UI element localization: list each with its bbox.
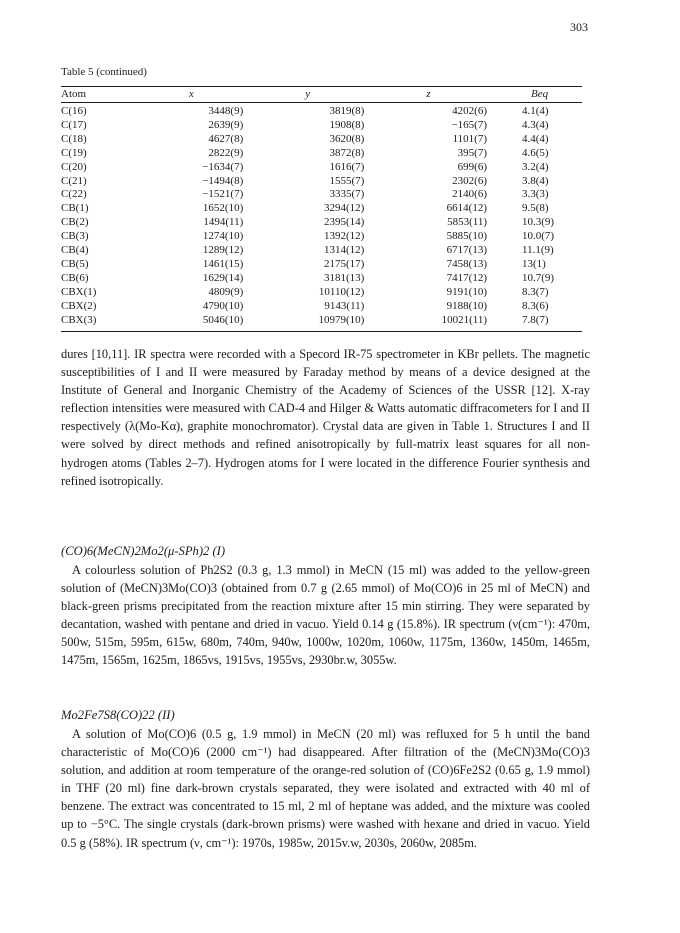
header-z: z [364, 87, 487, 103]
x-cell: −1521(7) [202, 188, 244, 201]
x-cell: −1634(7) [202, 160, 244, 173]
z-cell: 2140(6) [452, 188, 487, 201]
atom-cell: CB(5) [61, 257, 89, 270]
table-row [61, 244, 582, 258]
table-row [61, 216, 582, 230]
y-cell: 1555(7) [329, 174, 365, 187]
compound-ii-paragraph: A solution of Mo(CO)6 (0.5 g, 1.9 mmol) in MeCN (20 ml) was refluxed for 5 h until the band characteristic of Mo(CO)6 (2000 cm⁻¹) had disappeared. After filtration of the (MeCN)3Mo(CO)3 solution, and addition at room temperature of the orange-red solution of (CO)6Fe2S2 (0.65 g, 1.9 mmol) in THF (20 ml) fine dark-brown crystals separated, they were isolated and extracted with 40 ml of benzene. The extract was concentrated to 15 ml, 2 ml of heptane was added, and the mixture was cooled up to −5°C. The single crystals (dark-brown prisms) were washed with hexane and dried in vacuo. Yield 0.5 g (58%). IR spectrum (ν, cm⁻¹): 1970s, 1985w, 2015v.w, 2030s, 2060w, 2085m. [61, 727, 590, 850]
z-cell: 2302(6) [452, 174, 487, 187]
procedures-paragraph: dures [10,11]. IR spectra were recorded with a Specord IR-75 spectrometer in KBr pellets. The magnetic susceptibilities of I and II were measured by Faraday method by means of a device designed at the Institute of General and Inorganic Chemistry of the Academy of Sciences of the USSR [12]. X-ray reflection intensities were measured with CAD-4 and Hilger & Watts automatic diffracometers for I and II respectively (λ(Mo-Kα), graphite monochromator). Crystal data are given in Table 1. Structures I and II were solved by direct methods and refined anisotropically by full-matrix least squares for all non-hydrogen atoms (Tables 2–7). Hydrogen atoms for I were located in the difference Fourier synthesis and refined isotropically. [61, 347, 590, 488]
y-cell: 3620(8) [329, 132, 365, 145]
header-atom: Atom [61, 87, 129, 103]
table-row [61, 175, 582, 189]
y-cell: 9143(11) [324, 299, 365, 312]
compound-ii-heading: Mo2Fe7S8(CO)22 (II) [61, 708, 175, 722]
x-cell: 2639(9) [208, 118, 244, 131]
atom-cell: CB(6) [61, 271, 89, 284]
table-row [61, 314, 582, 331]
y-cell: 3819(8) [329, 105, 365, 117]
atom-cell: CBX(2) [61, 299, 97, 312]
z-cell: 7458(13) [446, 257, 487, 270]
beq-cell: 13(1) [521, 257, 546, 270]
y-cell: 1616(7) [329, 160, 365, 173]
y-cell: 1908(8) [329, 118, 365, 131]
table-header-row [61, 87, 582, 103]
table-row [61, 119, 582, 133]
x-cell: 4790(10) [202, 299, 244, 312]
atom-cell: CB(4) [61, 244, 89, 257]
atom-cell: C(20) [61, 160, 87, 173]
y-cell: 3872(8) [329, 146, 365, 159]
beq-cell: 10.7(9) [521, 271, 555, 284]
atom-cell: CB(2) [61, 216, 89, 229]
atom-cell: C(21) [61, 174, 87, 187]
table-body [61, 103, 582, 332]
atom-cell: CB(3) [61, 230, 89, 243]
table-row [61, 272, 582, 286]
atom-cell: C(16) [61, 105, 87, 117]
beq-cell: 8.3(7) [521, 285, 549, 298]
z-cell: 10021(11) [364, 314, 487, 331]
y-cell: 2395(14) [324, 216, 365, 229]
x-cell: −1494(8) [202, 174, 244, 187]
table-caption: Table 5 (continued) [61, 66, 147, 78]
beq-cell: 3.8(4) [521, 174, 549, 187]
beq-cell: 11.1(9) [521, 244, 554, 257]
z-cell: 699(6) [457, 160, 487, 173]
compound-i-paragraph: A colourless solution of Ph2S2 (0.3 g, 1.3 mmol) in MeCN (15 ml) was added to the yellow-green solution of (MeCN)3Mo(CO)3 (obtained from 0.7 g (2.65 mmol) of Mo(CO)6 in 25 ml of MeCN) and black-green prisms precipitated from the reaction mixture after 15 min stirring. They were separated by decantation, washed with pentane and dried in vacuo. Yield 0.14 g (15.8%). IR spectrum (ν(cm⁻¹): 470m, 500w, 515m, 595m, 615w, 680m, 740m, 940w, 1000w, 1020m, 1060w, 1175m, 1360w, 1450m, 1465m, 1475m, 1565m, 1625m, 1865vs, 1915vs, 1955vs, 2930br.w, 3055w. [61, 563, 590, 668]
y-cell: 1314(12) [324, 244, 365, 257]
atom-cell: C(18) [61, 132, 87, 145]
atom-cell: C(17) [61, 118, 87, 131]
z-cell: 6717(13) [446, 244, 487, 257]
y-cell: 2175(17) [324, 257, 365, 270]
beq-cell: 4.4(4) [521, 132, 549, 145]
z-cell: 4202(6) [452, 105, 487, 117]
table-row [61, 103, 582, 119]
z-cell: 5853(11) [447, 216, 487, 229]
z-cell: 7417(12) [446, 271, 487, 284]
z-cell: 5885(10) [446, 230, 487, 243]
table-row [61, 188, 582, 202]
beq-cell: 7.8(7) [487, 314, 582, 331]
header-beq: Beq [487, 87, 582, 103]
table-row [61, 300, 582, 314]
beq-cell: 3.2(4) [521, 160, 549, 173]
table-row [61, 147, 582, 161]
beq-cell: 4.6(5) [521, 146, 549, 159]
table-row [61, 202, 582, 216]
header-x: x [129, 87, 243, 103]
table-row [61, 230, 582, 244]
x-cell: 5046(10) [129, 314, 243, 331]
atom-cell: CBX(3) [61, 314, 129, 331]
table-row [61, 286, 582, 300]
x-cell: 2822(9) [208, 146, 244, 159]
z-cell: 1101(7) [452, 132, 487, 145]
table-row [61, 258, 582, 272]
x-cell: 1494(11) [203, 216, 244, 229]
z-cell: 395(7) [457, 146, 487, 159]
x-cell: 1289(12) [202, 244, 244, 257]
beq-cell: 3.3(3) [521, 188, 549, 201]
beq-cell: 4.1(4) [521, 105, 549, 117]
x-cell: 4627(8) [208, 132, 244, 145]
atom-cell: CB(1) [61, 202, 89, 215]
z-cell: 9188(10) [446, 299, 487, 312]
x-cell: 1652(10) [202, 202, 244, 215]
coordinates-table [61, 86, 582, 332]
compound-i-heading: (CO)6(MeCN)2Mo2(μ-SPh)2 (I) [61, 544, 226, 558]
x-cell: 1274(10) [202, 230, 244, 243]
y-cell: 10979(10) [243, 314, 364, 331]
beq-cell: 9.5(8) [521, 202, 549, 215]
z-cell: 6614(12) [446, 202, 487, 215]
x-cell: 4809(9) [208, 285, 244, 298]
y-cell: 10110(12) [318, 285, 365, 298]
page-number: 303 [570, 20, 588, 34]
z-cell: −165(7) [451, 118, 487, 131]
y-cell: 3294(12) [324, 202, 365, 215]
x-cell: 1629(14) [202, 271, 244, 284]
atom-cell: C(19) [61, 146, 87, 159]
beq-cell: 4.3(4) [521, 118, 549, 131]
atom-cell: CBX(1) [61, 285, 97, 298]
x-cell: 1461(15) [202, 257, 244, 270]
header-y: y [243, 87, 364, 103]
beq-cell: 10.3(9) [521, 216, 555, 229]
y-cell: 3335(7) [329, 188, 365, 201]
x-cell: 3448(9) [208, 105, 244, 117]
table-row [61, 161, 582, 175]
beq-cell: 10.0(7) [521, 230, 555, 243]
beq-cell: 8.3(6) [521, 299, 549, 312]
z-cell: 9191(10) [446, 285, 487, 298]
atom-cell: C(22) [61, 188, 87, 201]
y-cell: 3181(13) [324, 271, 365, 284]
table-row [61, 133, 582, 147]
y-cell: 1392(12) [324, 230, 365, 243]
